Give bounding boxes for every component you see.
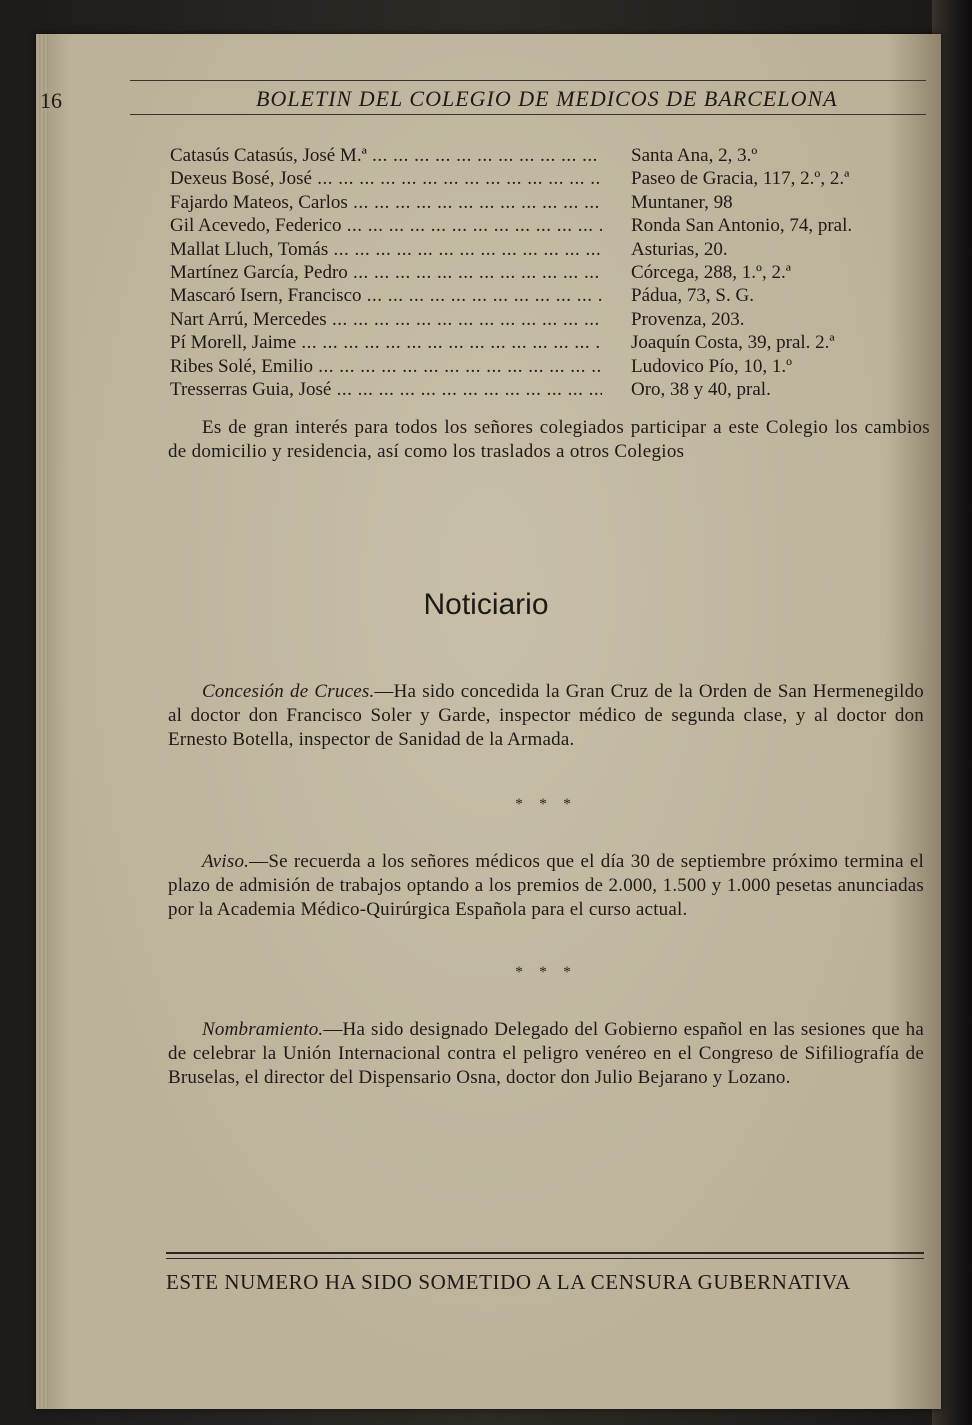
page-stack-edge bbox=[36, 34, 48, 1409]
member-address: Santa Ana, 2, 3.º bbox=[631, 145, 758, 166]
list-item bbox=[170, 261, 940, 284]
list-item bbox=[170, 331, 940, 354]
member-name: Mascaró Isern, Francisco ... . bbox=[170, 284, 602, 307]
member-name: Ribes Solé, Emilio ... . bbox=[170, 355, 602, 378]
news-item-aviso bbox=[168, 850, 924, 922]
list-item bbox=[170, 214, 940, 237]
member-name: Mallat Lluch, Tomás ... . bbox=[170, 238, 602, 261]
member-name: Tresserras Guia, José ... . bbox=[170, 378, 602, 401]
member-address: Provenza, 203. bbox=[631, 308, 745, 330]
member-name: Fajardo Mateos, Carlos ... . bbox=[170, 191, 602, 214]
member-name: Martínez García, Pedro ... . bbox=[170, 261, 602, 284]
news-item-lead: Aviso. bbox=[202, 851, 250, 872]
journal-title: BOLETIN DEL COLEGIO DE MEDICOS DE BARCELONA bbox=[256, 86, 838, 111]
section-separator: * * * bbox=[515, 796, 577, 813]
member-address: Ronda San Antonio, 74, pral. bbox=[631, 215, 853, 237]
member-name: Dexeus Bosé, José ... . bbox=[170, 167, 602, 190]
header-rule-top bbox=[130, 80, 926, 81]
member-address: Ludovico Pío, 10, 1.º bbox=[631, 355, 793, 377]
member-name: Catasús Catasús, José M.ª ... . bbox=[170, 144, 602, 167]
member-address: Pádua, 73, S. G. bbox=[631, 285, 754, 307]
section-title: Noticiario bbox=[423, 588, 549, 621]
member-address-list bbox=[170, 144, 940, 401]
member-address: Paseo de Gracia, 117, 2.º, 2.ª bbox=[631, 168, 850, 190]
list-item bbox=[170, 378, 940, 401]
footer-rule bbox=[166, 1258, 924, 1259]
member-address: Asturias, 20. bbox=[631, 238, 728, 260]
footer-rule bbox=[166, 1252, 924, 1254]
news-item-text: —Ha sido concedida la Gran Cruz de la Orden de San Hermenegildo al doctor don Francisco Soler y Garde, inspector médico de segunda clase, y al doctor don Ernesto Botella, inspector de Sanidad de la Armada. bbox=[168, 681, 924, 750]
news-item-nombramiento bbox=[168, 1018, 924, 1090]
list-item bbox=[170, 355, 940, 378]
header-rule-bottom bbox=[130, 114, 926, 115]
censorship-note: ESTE NUMERO HA SIDO SOMETIDO A LA CENSURA GUBERNATIVA bbox=[166, 1270, 851, 1294]
list-item bbox=[170, 238, 940, 261]
list-item bbox=[170, 191, 940, 214]
news-item-lead: Nombramiento. bbox=[202, 1019, 324, 1040]
member-address: Joaquín Costa, 39, pral. 2.ª bbox=[631, 332, 835, 354]
section-separator: * * * bbox=[515, 964, 577, 981]
member-name: Gil Acevedo, Federico ... . bbox=[170, 214, 602, 237]
list-item bbox=[170, 284, 940, 307]
list-item bbox=[170, 167, 940, 190]
member-name: Pí Morell, Jaime ... . bbox=[170, 331, 602, 354]
list-item bbox=[170, 144, 940, 167]
address-change-notice: Es de gran interés para todos los señores colegiados participar a este Colegio los cambios de domicilio y residencia, así como los traslados a otros Colegios bbox=[168, 417, 930, 462]
member-address: Muntaner, 98 bbox=[631, 191, 733, 213]
list-item bbox=[170, 308, 940, 331]
page-number: 16 bbox=[40, 88, 62, 113]
news-item-text: —Ha sido designado Delegado del Gobierno español en las sesiones que ha de celebrar la Unión Internacional contra el peligro venéreo en el Congreso de Sifiliografía de Bruselas, el director del Dispensario Osna, doctor don Julio Bejarano y Lozano. bbox=[168, 1019, 924, 1088]
news-item-cruces bbox=[168, 680, 924, 752]
member-address: Oro, 38 y 40, pral. bbox=[631, 378, 771, 400]
news-item-text: —Se recuerda a los señores médicos que el día 30 de septiembre próximo termina el plazo de admisión de trabajos optando a los premios de 2.000, 1.500 y 1.000 pesetas anunciadas por la Academia Médico-Quirúrgica Española para el curso actual. bbox=[168, 851, 924, 920]
member-address: Córcega, 288, 1.º, 2.ª bbox=[631, 261, 791, 283]
news-item-lead: Concesión de Cruces. bbox=[202, 681, 375, 702]
member-name: Nart Arrú, Mercedes ... . bbox=[170, 308, 602, 331]
